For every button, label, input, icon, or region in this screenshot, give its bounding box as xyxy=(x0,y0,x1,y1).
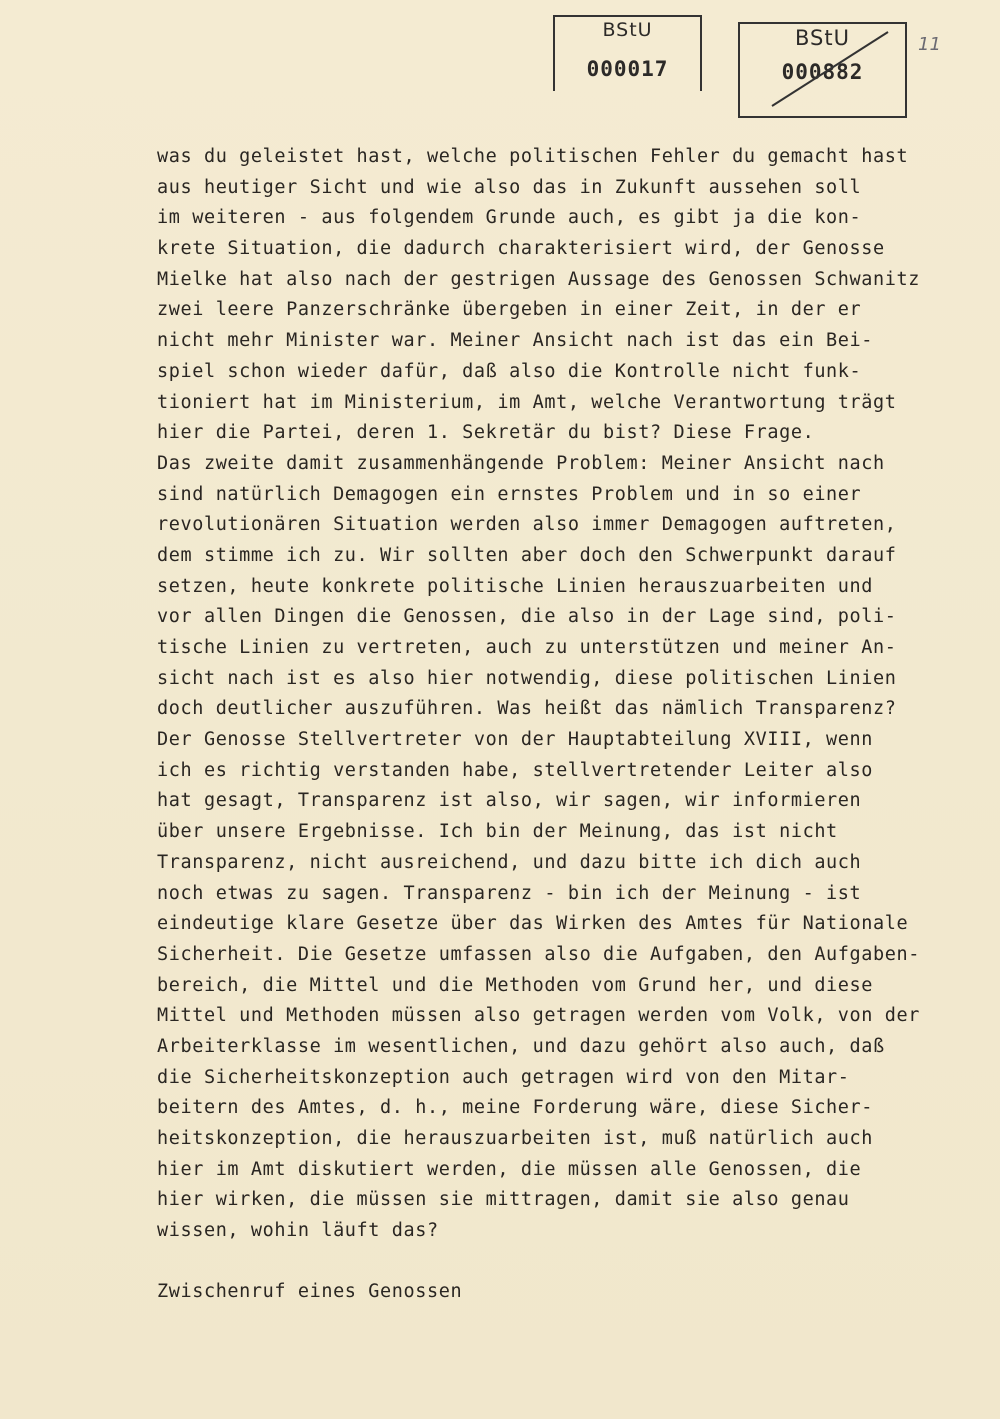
text-line: bereich, die Mittel und die Methoden vom Grund her, und diese xyxy=(157,974,874,996)
text-line: noch etwas zu sagen. Transparenz - bin ich der Meinung - ist xyxy=(157,882,862,904)
text-line: sind natürlich Demagogen ein ernstes Problem und in so einer xyxy=(157,483,862,505)
text-line: dem stimme ich zu. Wir sollten aber doch den Schwerpunkt darauf xyxy=(157,544,897,566)
text-line: im weiteren - aus folgendem Grunde auch, es gibt ja die kon- xyxy=(157,207,862,229)
text-line: hier wirken, die müssen sie mittragen, damit sie also genau xyxy=(157,1189,850,1211)
text-line: krete Situation, die dadurch charakterisiert wird, der Genosse xyxy=(157,238,885,260)
archive-stamp-current xyxy=(553,15,702,91)
stamp-number: 000017 xyxy=(586,57,669,81)
text-line: über unsere Ergebnisse. Ich bin der Meinung, das ist nicht xyxy=(157,821,838,843)
stamp-label: BStU xyxy=(602,19,653,41)
text-line: die Sicherheitskonzeption auch getragen wird von den Mitar- xyxy=(157,1066,850,1088)
text-line: Transparenz, nicht ausreichend, und dazu bitte ich dich auch xyxy=(157,851,862,873)
text-line: zwei leere Panzerschränke übergeben in einer Zeit, in der er xyxy=(157,299,862,321)
text-line: doch deutlicher auszuführen. Was heißt das nämlich Transparenz? xyxy=(157,698,897,720)
text-line: aus heutiger Sicht und wie also das in Zukunft aussehen soll xyxy=(157,176,862,198)
handwritten-page-number: 11 xyxy=(918,34,941,55)
text-line: sicht nach ist es also hier notwendig, diese politischen Linien xyxy=(157,667,897,689)
text-line: eindeutige klare Gesetze über das Wirken des Amtes für Nationale xyxy=(157,913,909,935)
text-line: vor allen Dingen die Genossen, die also in der Lage sind, poli- xyxy=(157,606,897,628)
text-line: ich es richtig verstanden habe, stellvertretender Leiter also xyxy=(157,759,874,781)
text-line: hier die Partei, deren 1. Sekretär du bist? Diese Frage. xyxy=(157,422,815,444)
text-line: Sicherheit. Die Gesetze umfassen also die Aufgaben, den Aufgaben- xyxy=(157,943,920,965)
text-line: beitern des Amtes, d. h., meine Forderung wäre, diese Sicher- xyxy=(157,1097,874,1119)
stamp-number: 000882 xyxy=(781,60,864,84)
text-line: setzen, heute konkrete politische Linien herauszuarbeiten und xyxy=(157,575,874,597)
text-line: hier im Amt diskutiert werden, die müssen alle Genossen, die xyxy=(157,1158,862,1180)
text-line: spiel schon wieder dafür, daß also die Kontrolle nicht funk- xyxy=(157,360,862,382)
closing-line: Zwischenruf eines Genossen xyxy=(157,1281,463,1302)
text-line: hat gesagt, Transparenz ist also, wir sagen, wir informieren xyxy=(157,790,862,812)
text-line: Das zweite damit zusammenhängende Problem: Meiner Ansicht nach xyxy=(157,452,885,474)
stamp-label: BStU xyxy=(795,26,850,50)
strikethrough-line xyxy=(770,30,890,110)
text-line: was du geleistet hast, welche politischen Fehler du gemacht hast xyxy=(157,146,909,167)
text-line: heitskonzeption, die herauszuarbeiten ist, muß natürlich auch xyxy=(157,1128,874,1149)
text-line: revolutionären Situation werden also immer Demagogen auftreten, xyxy=(157,514,897,536)
text-line: nicht mehr Minister war. Meiner Ansicht nach ist das ein Bei- xyxy=(157,330,874,352)
text-line: tioniert hat im Ministerium, im Amt, welche Verantwortung trägt xyxy=(157,391,897,413)
text-line: wissen, wohin läuft das? xyxy=(157,1220,439,1242)
text-line: Mielke hat also nach der gestrigen Aussage des Genossen Schwanitz xyxy=(157,268,920,290)
text-line: tische Linien zu vertreten, auch zu unterstützen und meiner An- xyxy=(157,637,897,658)
text-line: Arbeiterklasse im wesentlichen, und dazu gehört also auch, daß xyxy=(157,1035,885,1057)
text-line: Der Genosse Stellvertreter von der Hauptabteilung XVIII, wenn xyxy=(157,729,874,751)
text-line: Mittel und Methoden müssen also getragen werden vom Volk, von der xyxy=(157,1005,920,1027)
body-text xyxy=(157,142,957,1247)
